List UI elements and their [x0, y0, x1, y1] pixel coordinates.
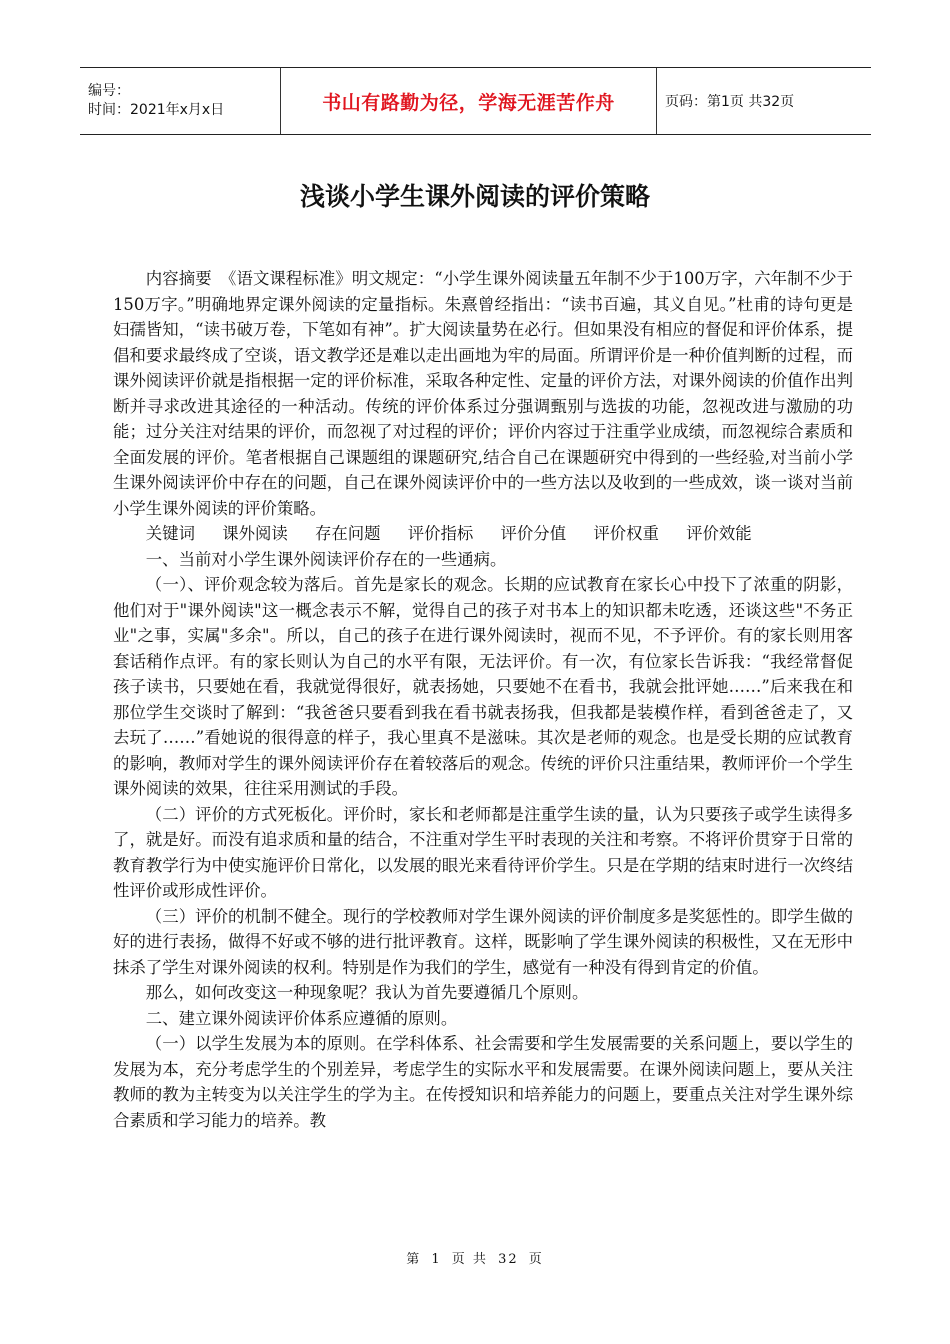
- footer-middle: 页 共: [451, 1252, 488, 1267]
- document-number-label: 编号：: [88, 83, 130, 99]
- document-body: [113, 266, 853, 1133]
- footer-suffix: 页: [528, 1252, 544, 1267]
- header-left-cell: [80, 68, 281, 134]
- body-paragraph: （二）评价的方式死板化。评价时，家长和老师都是注重学生读的量，认为只要孩子或学生读得多了，就是好。而没有追求质和量的结合，不注重对学生平时表现的关注和考察。不将评价贯穿于日常的教育教学行为中使实施评价日常化，以发展的眼光来看待评价学生。只是在学期的结束时进行一次终结性评价或形成性评价。: [113, 804, 853, 900]
- keyword-item: 评价效能: [686, 524, 752, 543]
- document-title: 浅谈小学生课外阅读的评价策略: [299, 182, 650, 211]
- header-page-cell: [657, 68, 871, 134]
- section-heading-1: 一、当前对小学生课外阅读评价存在的一些通病。: [145, 549, 507, 569]
- body-paragraph: （一）、评价观念较为落后。首先是家长的观念。长期的应试教育在家长心中投下了浓重的阴影，他们对于"课外阅读"这一概念表示不解，觉得自己的孩子对书本上的知识都未吃透，还谈这些"不务正业"之事，实属"多余"。所以，自己的孩子在进行课外阅读时，视而不见，不予评价。有的家长则用客套话稍作点评。有的家长则认为自己的水平有限，无法评价。有一次，有位家长告诉我：“我经常督促孩子读书，只要她在看，我就觉得很好，就表扬她，只要她不在看书，我就会批评她……”后来我在和那位学生交谈时了解到：“我爸爸只要看到我在看书就表扬我，但我都是装模作样，看到爸爸走了，又去玩了……”看她说的很得意的样子，我心里真不是滋味。其次是老师的观念。也是受长期的应试教育的影响，教师对学生的课外阅读评价存在着较落后的观念。传统的评价只注重结果，教师评价一个学生课外阅读的效果，往往采用测试的手段。: [113, 575, 853, 798]
- keyword-item: 评价分值: [500, 524, 567, 543]
- document-time-label: 时间：2021年x月x日: [88, 102, 225, 118]
- keywords-line: [113, 521, 853, 547]
- body-paragraph: （三）评价的机制不健全。现行的学校教师对学生课外阅读的评价制度多是奖惩性的。即学生做的好的进行表扬，做得不好或不够的进行批评教育。这样，既影响了学生课外阅读的积极性，又在无形中抹杀了学生对课外阅读的权利。特别是作为我们的学生，感觉有一种没有得到肯定的价值。: [113, 906, 853, 977]
- footer-prefix: 第: [406, 1252, 422, 1267]
- page-footer: [0, 1248, 950, 1267]
- keyword-item: 课外阅读: [222, 524, 288, 543]
- section-heading-2: 二、建立课外阅读评价体系应遵循的原则。: [145, 1008, 458, 1028]
- keyword-item: 评价指标: [407, 524, 474, 543]
- abstract-paragraph: 内容摘要 《语文课程标准》明文规定：“小学生课外阅读量五年制不少于100万字，六年制不少于150万字。”明确地界定课外阅读的定量指标。朱熹曾经指出：“读书百遍，其义自见。”杜甫的诗句更是妇孺皆知，“读书破万卷，下笔如有神”。扩大阅读量势在必行。但如果没有相应的督促和评价体系，提倡和要求最终成了空谈，语文教学还是难以走出画地为牢的局面。所谓评价是一种价值判断的过程，而课外阅读评价就是指根据一定的评价标准，采取各种定性、定量的评价方法，对课外阅读的价值作出判断并寻求改进其途径的一种活动。传统的评价体系过分强调甄别与选拔的功能，忽视改进与激励的功能；过分关注对结果的评价，而忽视了对过程的评价；评价内容过于注重学业成绩，而忽视综合素质和全面发展的评价。笔者根据自己课题组的课题研究,结合自己在课题研究中得到的一些经验,对当前小学生课外阅读评价中存在的问题，自己在课外阅读评价中的一些方法以及收到的一些成效，谈一谈对当前小学生课外阅读的评价策略。: [113, 269, 853, 518]
- header-motto: 书山有路勤为径，学海无涯苦作舟: [322, 91, 615, 114]
- keyword-item: 评价权重: [593, 524, 659, 543]
- header-page-info: 页码：第1页 共32页: [665, 94, 795, 110]
- body-paragraph: （一）以学生发展为本的原则。在学科体系、社会需要和学生发展需要的关系问题上，要以学生的发展为本，充分考虑学生的个别差异，考虑学生的实际水平和发展需要。在课外阅读问题上，要从关注教师的教为主转变为以关注学生的学为主。在传授知识和培养能力的问题上，要重点关注对学生课外综合素质和学习能力的培养。教: [113, 1034, 853, 1130]
- keywords-label: 关键词: [145, 524, 195, 543]
- footer-total-pages: 32: [498, 1252, 519, 1267]
- body-paragraph: 那么，如何改变这一种现象呢？我认为首先要遵循几个原则。: [145, 983, 589, 1002]
- keyword-item: 存在问题: [314, 524, 381, 543]
- footer-page-number: 1: [431, 1252, 442, 1267]
- header-table: [80, 67, 871, 135]
- header-motto-cell: [281, 68, 657, 134]
